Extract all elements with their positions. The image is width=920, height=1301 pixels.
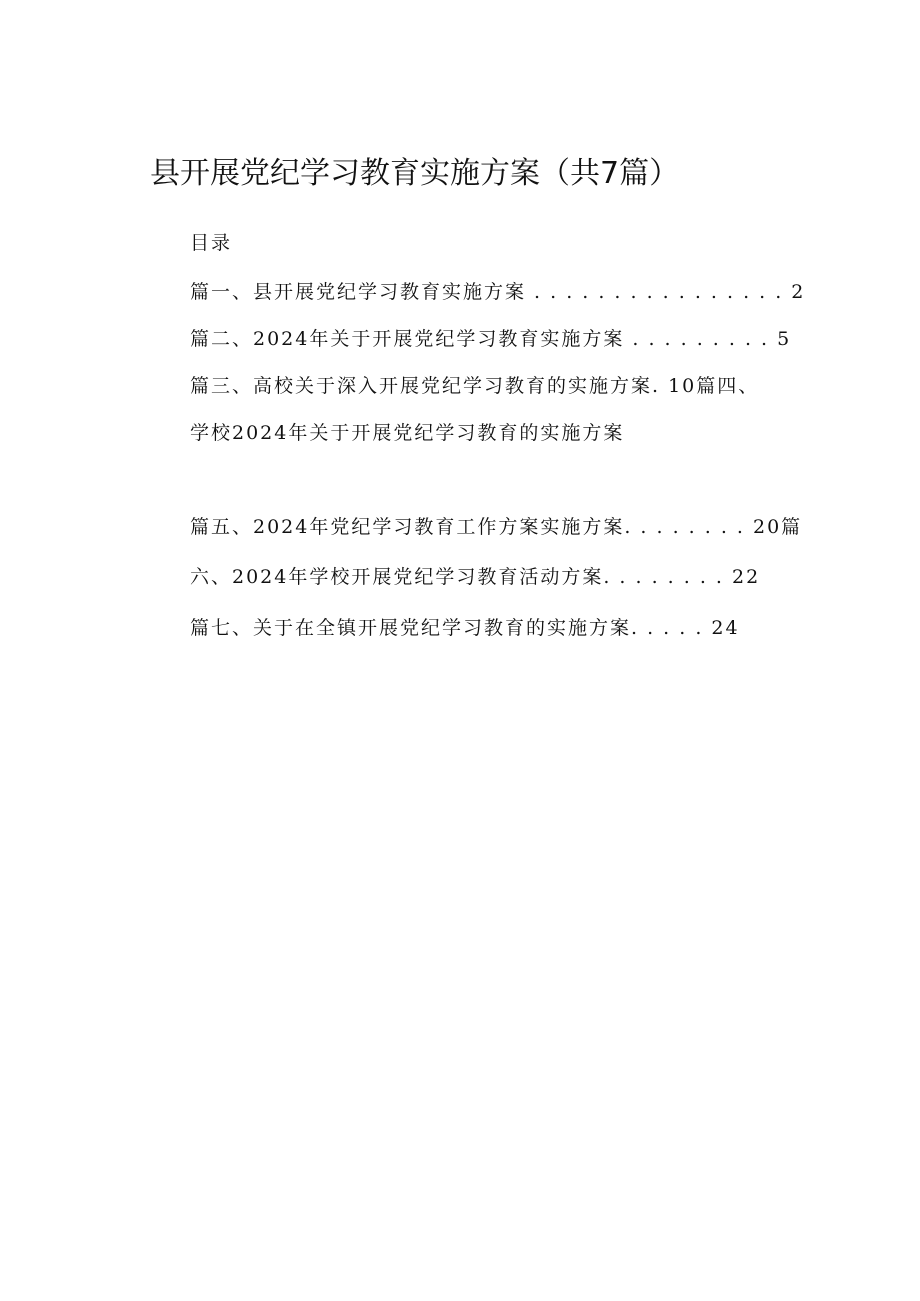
toc-line[interactable]: 篇一、县开展党纪学习教育实施方案 . . . . . . . . . . . . . . . . 2 bbox=[190, 281, 806, 303]
document-title: 县开展党纪学习教育实施方案（共7篇） bbox=[150, 156, 680, 191]
toc-line[interactable]: 篇五、2024年党纪学习教育工作方案实施方案. . . . . . . . 20篇 bbox=[190, 516, 803, 538]
toc-line[interactable]: 六、2024年学校开展党纪学习教育活动方案. . . . . . . . 22 bbox=[190, 566, 761, 588]
toc-line[interactable]: 篇七、关于在全镇开展党纪学习教育的实施方案. . . . . 24 bbox=[190, 617, 740, 639]
toc-line[interactable]: 篇二、2024年关于开展党纪学习教育实施方案 . . . . . . . . . 5 bbox=[190, 328, 792, 350]
toc-line[interactable]: 学校2024年关于开展党纪学习教育的实施方案 bbox=[190, 422, 625, 444]
toc-heading: 目录 bbox=[190, 232, 233, 254]
toc-line[interactable]: 篇三、高校关于深入开展党纪学习教育的实施方案. 10篇四、 bbox=[190, 375, 760, 397]
